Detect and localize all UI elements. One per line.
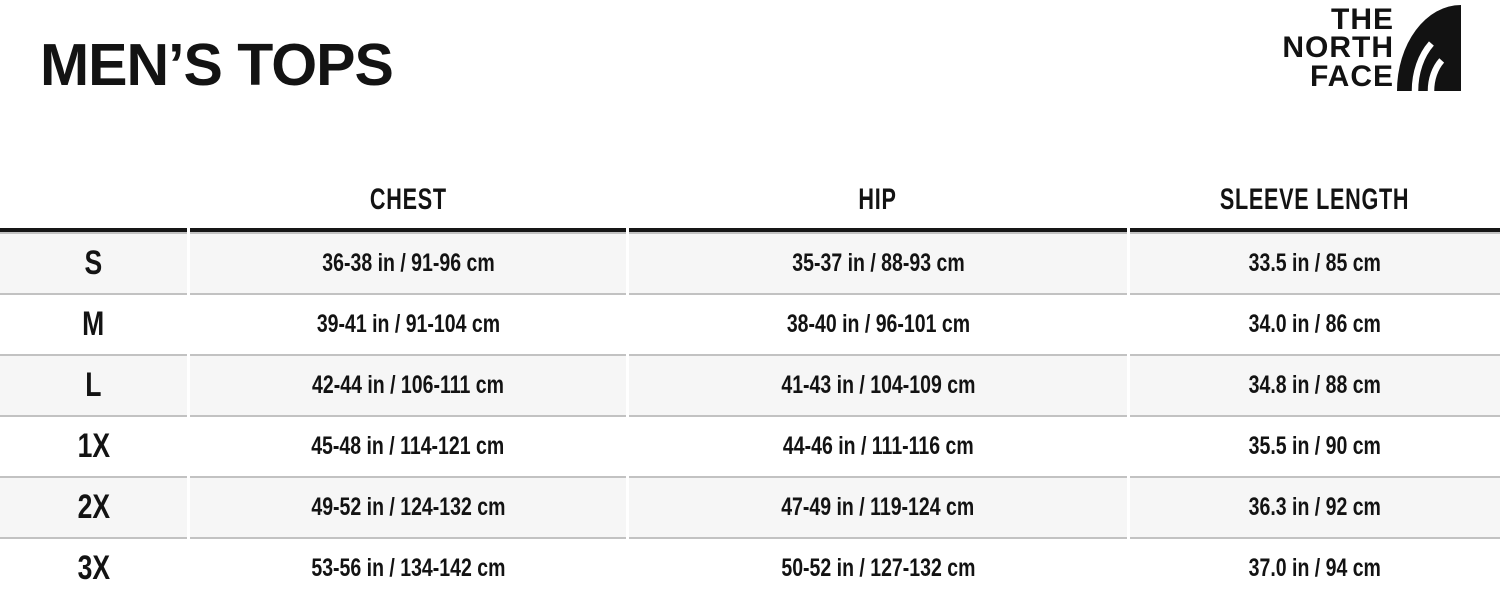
wordmark-line-north: NORTH [1282,31,1394,64]
page-title: MEN’S TOPS [40,32,393,98]
table-row-size-m [0,293,1500,354]
hip-value: 44-46 in / 111-116 cm [782,432,974,460]
size-label: 3X [77,549,110,587]
sleeve-value: 34.8 in / 88 cm [1248,371,1382,399]
wordmark-line-the: THE [1331,2,1394,36]
column-header-hip-label: HIP [858,183,898,216]
table-row-size-s [0,232,1500,293]
size-cell [0,354,187,415]
sleeve-value: 34.0 in / 86 cm [1248,310,1382,338]
chest-cell [190,476,626,537]
chest-cell [190,537,626,598]
column-header-hip [629,172,1127,232]
chest-value: 49-52 in / 124-132 cm [310,493,506,521]
size-cell [0,232,187,293]
north-face-wordmark [1282,2,1394,93]
chest-value: 45-48 in / 114-121 cm [311,432,505,460]
sleeve-value: 36.3 in / 92 cm [1248,493,1382,521]
sleeve-cell [1130,354,1500,415]
hip-value: 47-49 in / 119-124 cm [781,493,975,521]
sleeve-cell [1130,232,1500,293]
size-label: 1X [77,427,110,465]
sleeve-value: 37.0 in / 94 cm [1248,554,1382,582]
chest-cell [190,293,626,354]
table-header-row [0,172,1500,232]
column-header-sleeve-length [1130,172,1500,232]
size-label: S [84,244,103,282]
hip-value: 50-52 in / 127-132 cm [780,554,976,582]
table-row-size-3x [0,537,1500,598]
size-cell [0,293,187,354]
sleeve-cell [1130,476,1500,537]
size-label: 2X [77,488,110,526]
size-label: L [85,366,102,404]
sleeve-cell [1130,537,1500,598]
size-cell [0,537,187,598]
column-header-chest [190,172,626,232]
hip-value: 38-40 in / 96-101 cm [786,310,970,338]
wordmark-line-face: FACE [1309,59,1394,93]
sleeve-cell [1130,415,1500,476]
chest-cell [190,232,626,293]
half-dome-icon [1397,5,1461,91]
size-chart-table [0,172,1500,598]
hip-cell [629,232,1127,293]
chest-cell [190,354,626,415]
chest-value: 53-56 in / 134-142 cm [310,554,506,582]
size-cell [0,476,187,537]
sleeve-cell [1130,293,1500,354]
north-face-logo [1282,2,1461,93]
table-row-size-1x [0,415,1500,476]
size-cell [0,415,187,476]
chest-value: 39-41 in / 91-104 cm [316,310,500,338]
hip-cell [629,476,1127,537]
hip-cell [629,537,1127,598]
chest-cell [190,415,626,476]
table-row-size-l [0,354,1500,415]
hip-value: 35-37 in / 88-93 cm [791,249,965,277]
sleeve-value: 35.5 in / 90 cm [1248,432,1382,460]
table-row-size-2x [0,476,1500,537]
hip-value: 41-43 in / 104-109 cm [780,371,976,399]
hip-cell [629,354,1127,415]
column-header-sleeve-length-label: SLEEVE LENGTH [1220,183,1410,216]
chest-value: 42-44 in / 106-111 cm [312,371,504,399]
hip-cell [629,293,1127,354]
column-header-chest-label: CHEST [369,183,447,216]
sleeve-value: 33.5 in / 85 cm [1248,249,1382,277]
hip-cell [629,415,1127,476]
chest-value: 36-38 in / 91-96 cm [321,249,495,277]
size-column-header-spacer [0,172,187,232]
size-label: M [82,305,105,343]
